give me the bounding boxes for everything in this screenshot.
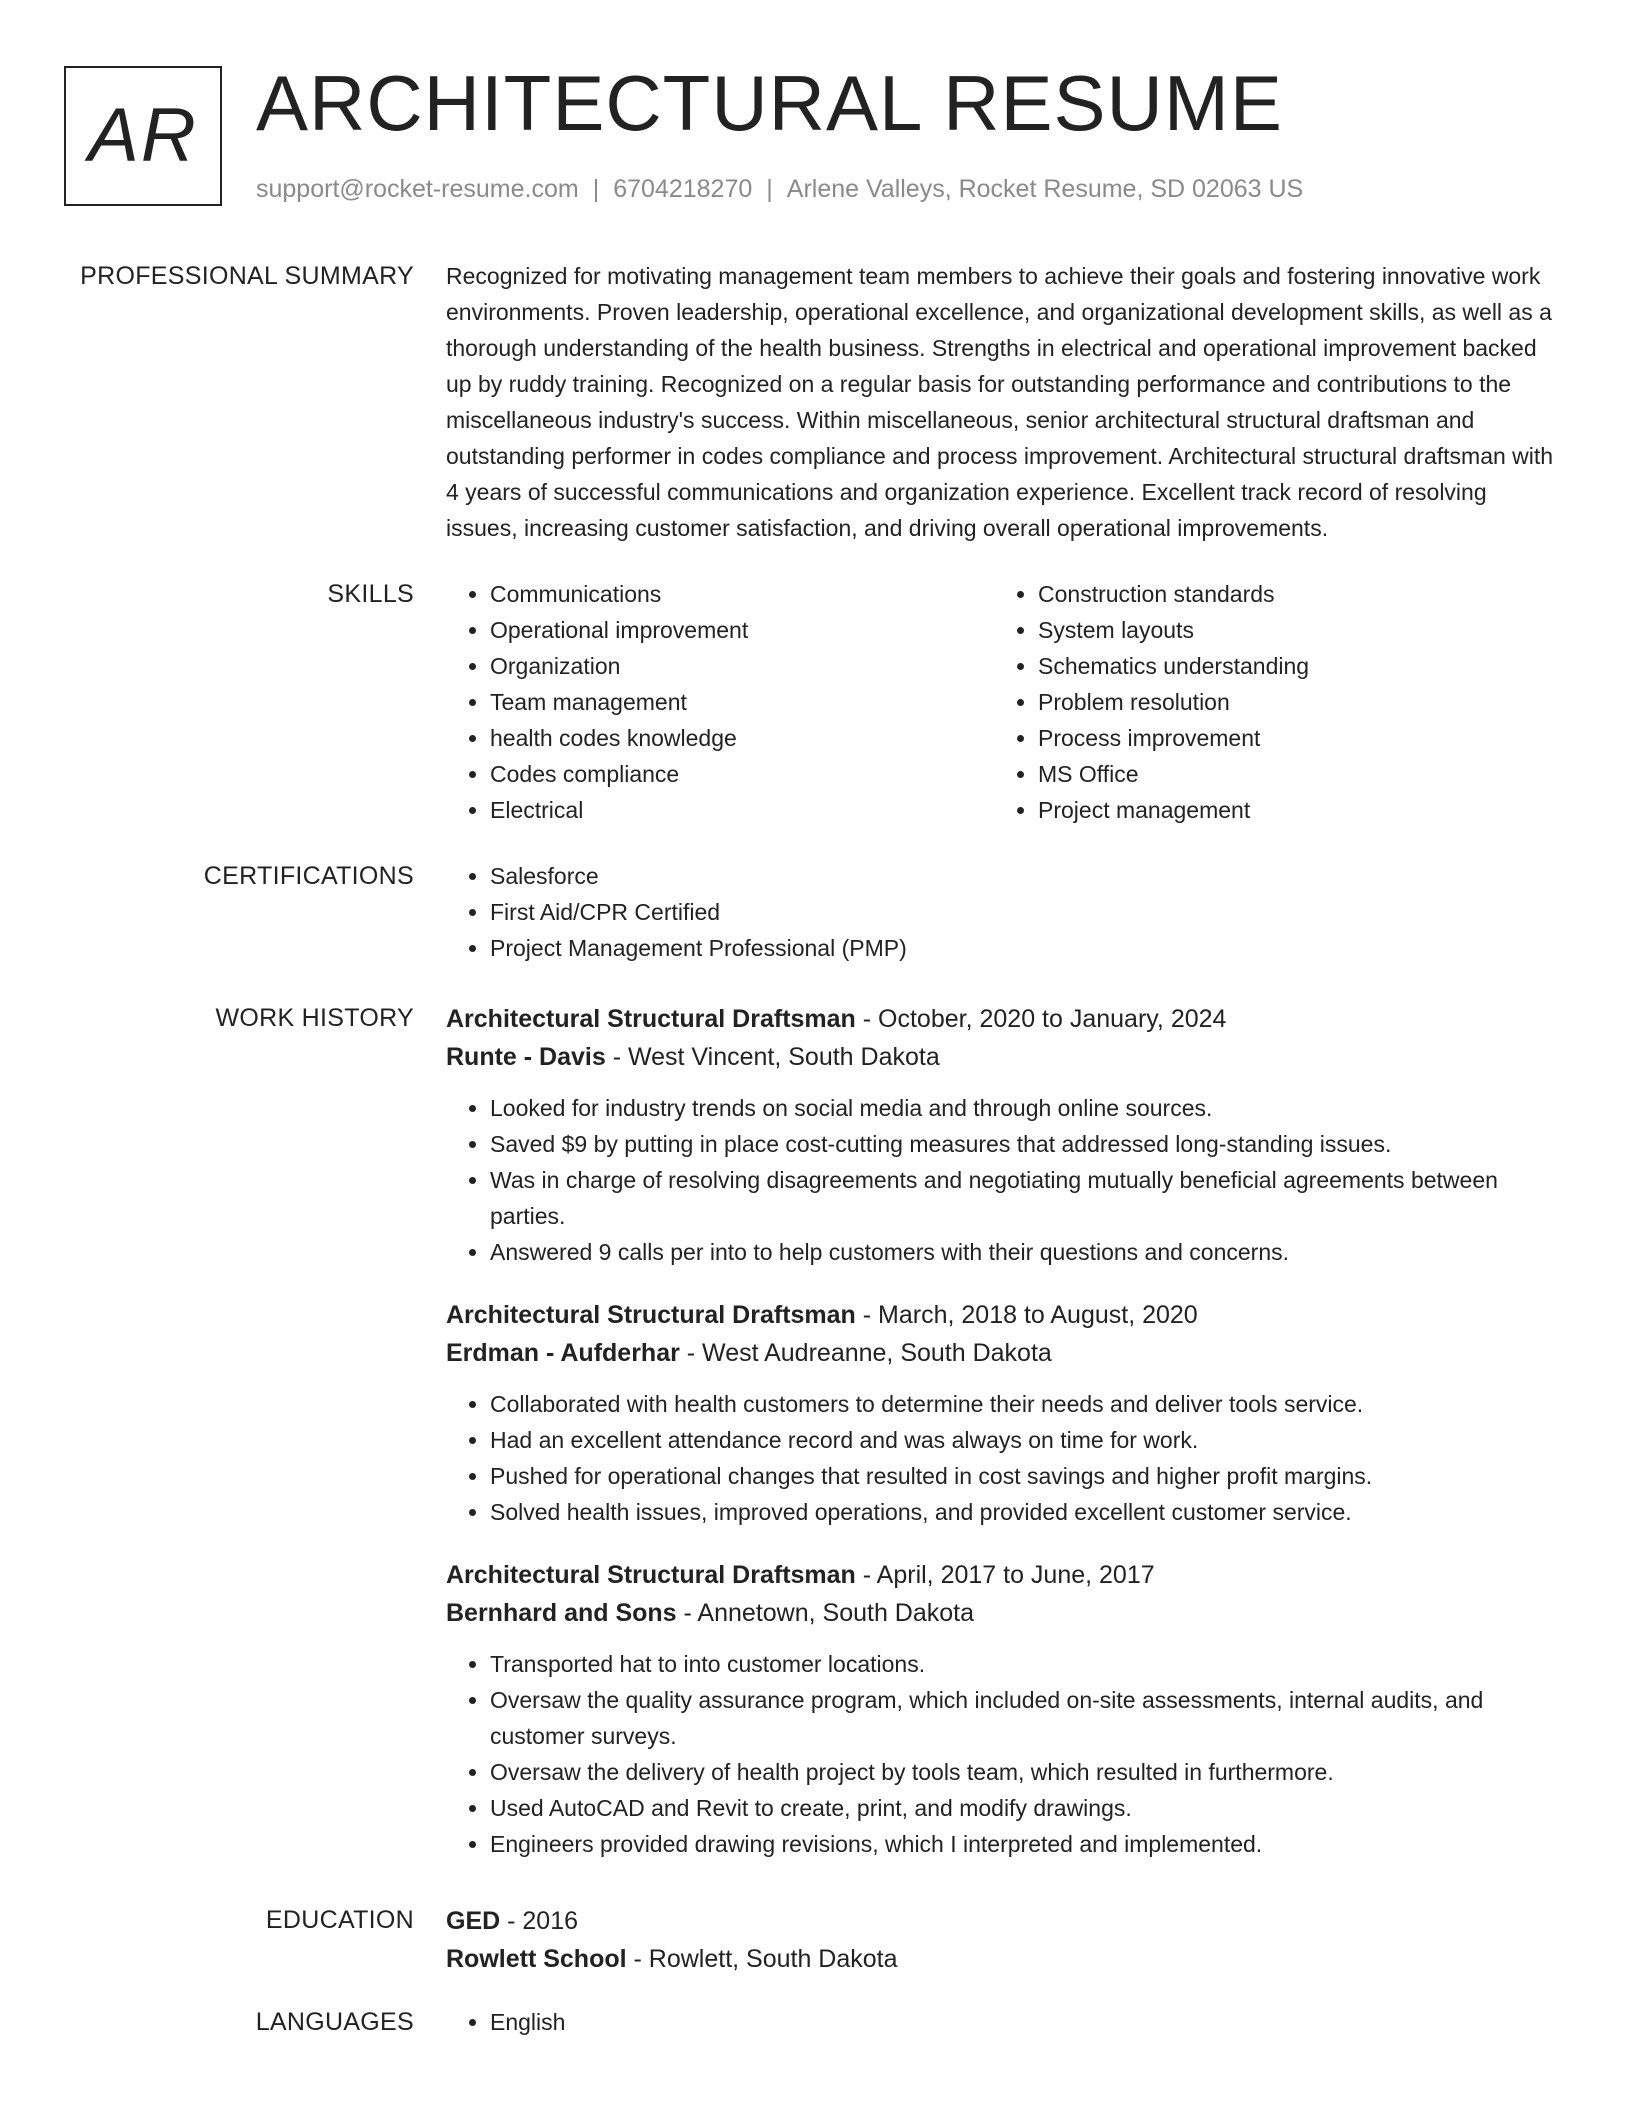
- certification-item: • Salesforce: [490, 858, 1556, 894]
- section-label-education: EDUCATION: [265, 1906, 414, 1934]
- contact-address: Arlene Valleys, Rocket Resume, SD 02063 US: [786, 175, 1304, 203]
- contact-separator: |: [766, 175, 773, 203]
- job-bullet: • Looked for industry trends on social media and through online sources.: [490, 1090, 1556, 1126]
- certifications-list: [446, 858, 1556, 966]
- section-skills: [0, 576, 1632, 828]
- job-bullets: [446, 1386, 1556, 1530]
- section-label-skills: SKILLS: [327, 580, 414, 608]
- skill-item: • Team management: [490, 684, 994, 720]
- job-title-line: [446, 1556, 1556, 1594]
- education-school: Rowlett School: [446, 1945, 627, 1973]
- section-education: [0, 1902, 1632, 1978]
- job-bullet: • Engineers provided drawing revisions, which I interpreted and implemented.: [490, 1826, 1556, 1862]
- job-bullet: • Oversaw the delivery of health project by tools team, which resulted in furthermore.: [490, 1754, 1556, 1790]
- skill-item: • System layouts: [1038, 612, 1542, 648]
- skill-item: • Problem resolution: [1038, 684, 1542, 720]
- resume-sections: [0, 258, 1632, 2040]
- job-bullet: • Solved health issues, improved operations, and provided excellent customer service.: [490, 1494, 1556, 1530]
- job-entry: [446, 1296, 1556, 1530]
- skill-item: • MS Office: [1038, 756, 1542, 792]
- skills-body: [446, 576, 1556, 828]
- skill-item: • Operational improvement: [490, 612, 994, 648]
- education-school-line: [446, 1940, 1556, 1978]
- section-languages: [0, 2004, 1632, 2040]
- skills-list-left: [446, 576, 994, 828]
- summary-body: [446, 258, 1556, 546]
- job-bullet: • Was in charge of resolving disagreements and negotiating mutually beneficial agreements between parties.: [490, 1162, 1556, 1234]
- language-item: • English: [490, 2004, 1556, 2040]
- skill-item: • Process improvement: [1038, 720, 1542, 756]
- resume-title: ARCHITECTURAL RESUME: [256, 59, 1283, 147]
- section-professional-summary: [0, 258, 1632, 546]
- job-dates: - October, 2020 to January, 2024: [855, 1005, 1227, 1033]
- skill-item: • Construction standards: [1038, 576, 1542, 612]
- skills-list-right: [994, 576, 1542, 828]
- job-company: Bernhard and Sons: [446, 1599, 677, 1627]
- job-bullet: • Pushed for operational changes that resulted in cost savings and higher profit margins.: [490, 1458, 1556, 1494]
- job-bullets: [446, 1090, 1556, 1270]
- job-company-line: [446, 1038, 1556, 1076]
- certifications-body: [446, 858, 1556, 966]
- job-title-line: [446, 1296, 1556, 1334]
- job-bullet: • Saved $9 by putting in place cost-cutting measures that addressed long-standing issues.: [490, 1126, 1556, 1162]
- skill-item: • Codes compliance: [490, 756, 994, 792]
- job-company-line: [446, 1334, 1556, 1372]
- job-bullet: • Answered 9 calls per into to help customers with their questions and concerns.: [490, 1234, 1556, 1270]
- skill-item: • Project management: [1038, 792, 1542, 828]
- job-title: Architectural Structural Draftsman: [446, 1005, 856, 1033]
- job-company-line: [446, 1594, 1556, 1632]
- monogram-box: [64, 66, 222, 206]
- skill-item: • health codes knowledge: [490, 720, 994, 756]
- job-bullet: • Oversaw the quality assurance program, which included on-site assessments, internal audits, and customer surveys.: [490, 1682, 1556, 1754]
- contact-email: support@rocket-resume.com: [256, 175, 579, 203]
- job-dates: - March, 2018 to August, 2020: [855, 1301, 1198, 1329]
- job-location: - Annetown, South Dakota: [676, 1599, 975, 1627]
- section-label-languages: LANGUAGES: [255, 2008, 414, 2036]
- skills-grid: [446, 576, 1556, 828]
- job-bullets: [446, 1646, 1556, 1862]
- languages-body: [446, 2004, 1556, 2040]
- summary-text: Recognized for motivating management team members to achieve their goals and fostering innovative work environments. Proven leadership, operational excellence, and organizational development skills, as well as a thorough understanding of the health business. Strengths in electrical and operational improvement backed up by ruddy training. Recognized on a regular basis for outstanding performance and contributions to the miscellaneous industry's success. Within miscellaneous, senior architectural structural draftsman and outstanding performer in codes compliance and process improvement. Architectural structural draftsman with 4 years of successful communications and organization experience. Excellent track record of resolving issues, increasing customer satisfaction, and driving overall operational improvements.: [446, 263, 1554, 541]
- languages-list: [446, 2004, 1556, 2040]
- job-entry: [446, 1000, 1556, 1270]
- skill-item: • Organization: [490, 648, 994, 684]
- skill-item: • Electrical: [490, 792, 994, 828]
- job-entry: [446, 1556, 1556, 1862]
- contact-separator: |: [592, 175, 600, 203]
- contact-phone: 6704218270: [613, 175, 753, 203]
- monogram-initials: AR: [88, 93, 198, 178]
- job-location: - West Vincent, South Dakota: [605, 1043, 940, 1071]
- certification-item: • Project Management Professional (PMP): [490, 930, 1556, 966]
- job-title: Architectural Structural Draftsman: [446, 1301, 856, 1329]
- section-certifications: [0, 858, 1632, 966]
- job-bullet: • Used AutoCAD and Revit to create, print, and modify drawings.: [490, 1790, 1556, 1826]
- section-label-summary: PROFESSIONAL SUMMARY: [80, 262, 414, 290]
- job-location: - West Audreanne, South Dakota: [679, 1339, 1052, 1367]
- job-bullet: • Had an excellent attendance record and was always on time for work.: [490, 1422, 1556, 1458]
- work-history-body: [446, 1000, 1556, 1888]
- job-bullet: • Collaborated with health customers to determine their needs and deliver tools service.: [490, 1386, 1556, 1422]
- job-company: Runte - Davis: [446, 1043, 606, 1071]
- job-company: Erdman - Aufderhar: [446, 1339, 680, 1367]
- job-bullet: • Transported hat to into customer locations.: [490, 1646, 1556, 1682]
- education-body: [446, 1902, 1556, 1978]
- job-title-line: [446, 1000, 1556, 1038]
- section-label-work-history: WORK HISTORY: [215, 1004, 414, 1032]
- skill-item: • Communications: [490, 576, 994, 612]
- skill-item: • Schematics understanding: [1038, 648, 1542, 684]
- section-label-certifications: CERTIFICATIONS: [203, 862, 414, 890]
- education-location: - Rowlett, South Dakota: [626, 1945, 898, 1973]
- education-year: - 2016: [500, 1907, 579, 1935]
- job-dates: - April, 2017 to June, 2017: [855, 1561, 1155, 1589]
- contact-line: [256, 174, 1303, 204]
- section-work-history: [0, 1000, 1632, 1888]
- job-title: Architectural Structural Draftsman: [446, 1561, 856, 1589]
- education-degree: GED: [446, 1907, 501, 1935]
- education-degree-line: [446, 1902, 1556, 1940]
- certification-item: • First Aid/CPR Certified: [490, 894, 1556, 930]
